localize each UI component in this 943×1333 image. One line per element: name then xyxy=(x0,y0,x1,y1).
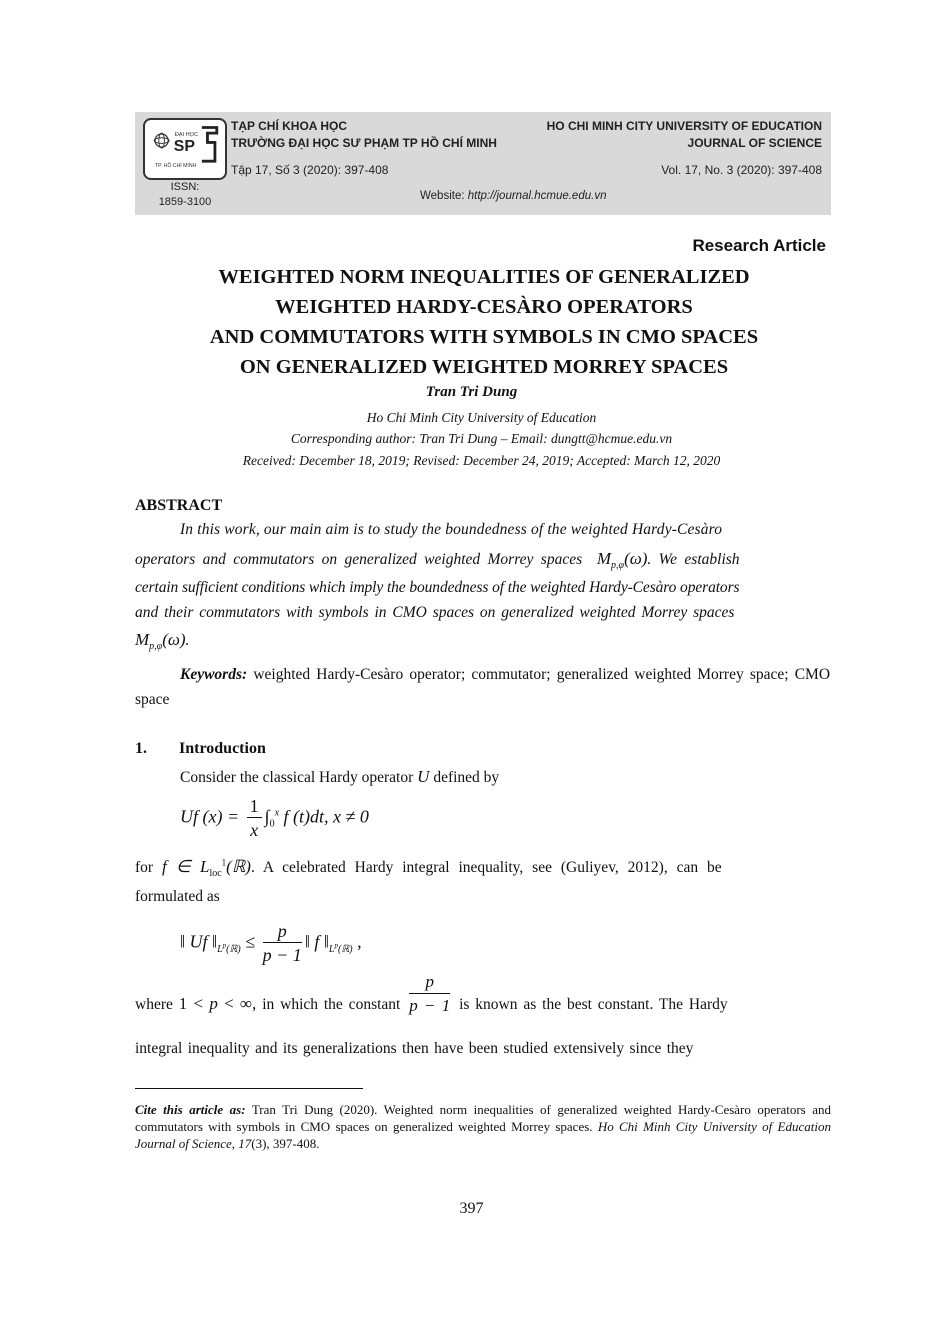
abstract-line-2 xyxy=(135,549,830,571)
page-number: 397 xyxy=(459,1200,484,1217)
p-range-formula: 1 < p < ∞, xyxy=(178,994,257,1014)
abstract-line-2-text: operators and commutators on generalized weighted Morrey spaces xyxy=(135,551,583,568)
issn-value: 1859-3100 xyxy=(158,196,212,208)
intro-line-2 xyxy=(135,857,830,879)
footnote-divider xyxy=(135,1088,363,1089)
website-link[interactable]: http://journal.hcmue.edu.vn xyxy=(467,190,607,202)
en-volume: Vol. 17, No. 3 (2020): 397-408 xyxy=(661,163,822,177)
website xyxy=(420,190,606,202)
sp-logo-icon xyxy=(145,120,225,178)
abstract-line-4: and their commutators with symbols in CMO spaces on generalized weighted Morrey spaces xyxy=(135,604,735,621)
intro-line-3: formulated as xyxy=(135,888,220,905)
en-university-name: HO CHI MINH CITY UNIVERSITY OF EDUCATION xyxy=(546,119,822,133)
citation-label: Cite this article as: xyxy=(135,1102,246,1117)
section-heading xyxy=(135,740,266,758)
vn-volume: Tập 17, Số 3 (2020): 397-408 xyxy=(231,163,389,177)
citation-footnote xyxy=(135,1101,831,1152)
affiliation: Ho Chi Minh City University of Education xyxy=(366,410,597,425)
keywords-label: Keywords: xyxy=(180,666,248,683)
hardy-operator-symbol: U xyxy=(417,767,430,786)
citation-issue: (3), 397-408. xyxy=(251,1136,320,1151)
section-number: 1. xyxy=(135,740,147,757)
corresponding-author: Corresponding author: Tran Tri Dung – Email: dungtt@hcmue.edu.vn xyxy=(290,431,673,446)
journal-header xyxy=(135,112,831,215)
issn-label: ISSN: xyxy=(170,181,200,193)
intro-line-4-mid: in which the constant xyxy=(262,996,401,1014)
function-space-formula: f ∈ $L_{loc}^1(ℝ)$ xyxy=(161,857,251,879)
intro-line-4 xyxy=(135,972,830,1018)
abstract-line-1: In this work, our main aim is to study the boundedness of the weighted Hardy-Cesàro xyxy=(180,521,723,538)
best-constant-fraction: $\frac{p}{p - 1}$ xyxy=(409,972,451,1015)
title-line: AND COMMUTATORS WITH SYMBOLS IN CMO SPACES xyxy=(209,326,759,348)
abstract-heading: ABSTRACT xyxy=(135,497,223,514)
keywords xyxy=(135,662,830,712)
intro-line-5: integral inequality and its generalizations then have been studied extensively since they xyxy=(135,1040,694,1057)
intro-line-4-start: where xyxy=(135,996,173,1014)
logo-mark: SP xyxy=(173,137,195,155)
intro-line-4-end: is known as the best constant. The Hardy xyxy=(459,996,728,1014)
abstract-line-5: $M_{p,\varphi}(\omega)$. xyxy=(135,630,190,652)
citation-journal: Ho Chi Minh City University of Education Journal of Science, 17 xyxy=(135,1119,831,1151)
logo-top-text: ĐẠI HỌC xyxy=(174,131,199,138)
intro-line-1-end: defined by xyxy=(433,769,500,786)
en-journal-name: JOURNAL OF SCIENCE xyxy=(687,136,822,150)
title-line: WEIGHTED NORM INEQUALITIES OF GENERALIZED xyxy=(218,266,750,288)
article-dates: Received: December 18, 2019; Revised: December 24, 2019; Accepted: March 12, 2020 xyxy=(242,453,721,468)
author-name: Tran Tri Dung xyxy=(425,384,518,400)
paper-title xyxy=(100,262,868,382)
morrey-space-formula: $M_{p,\varphi}(\omega)$ xyxy=(596,549,648,571)
title-line: WEIGHTED HARDY-CESÀRO OPERATORS xyxy=(275,296,693,318)
citation-text: Tran Tri Dung (2020). Weighted norm inequalities of generalized weighted Hardy-Cesàro operators and commutators with symbols in CMO spaces on generalized weighted Morrey spaces. xyxy=(135,1102,832,1134)
abstract-line-3: certain sufficient conditions which imply the boundedness of the weighted Hardy-Cesàro operators xyxy=(135,579,740,596)
university-logo xyxy=(143,118,227,180)
article-type: Research Article xyxy=(692,236,826,255)
keywords-text: weighted Hardy-Cesàro operator; commutator; generalized weighted Morrey space; CMO space xyxy=(135,666,831,708)
section-title: Introduction xyxy=(179,740,266,757)
hardy-inequality-equation: ‖ Uf $‖_{L^p(ℝ)}$ ≤ $\frac{p}{p - 1}$ ‖ f $‖_{L^p(ℝ)}$ , xyxy=(180,921,362,965)
intro-line-2-mid: . A celebrated Hardy integral inequality, see (Guliyev, 2012), can be xyxy=(250,859,722,876)
title-line: ON GENERALIZED WEIGHTED MORREY SPACES xyxy=(239,356,729,378)
intro-line-1 xyxy=(180,767,830,787)
hardy-operator-equation: Uf (x) = $\frac{1}{x}$ $\int_0^x$ f (t)dt, x ≠ 0 xyxy=(180,796,369,840)
vn-journal-name: TẠP CHÍ KHOA HỌC xyxy=(231,119,348,133)
issn xyxy=(135,180,235,210)
logo-bottom-text: TP. HỒ CHÍ MINH xyxy=(155,162,197,169)
intro-line-1-text: Consider the classical Hardy operator xyxy=(180,769,414,786)
website-label: Website: xyxy=(420,190,468,202)
morrey-space-formula: $M_{p,\varphi}(\omega)$ xyxy=(135,630,186,652)
intro-line-2-start: for xyxy=(135,859,154,876)
abstract-line-2-end: . We establish xyxy=(647,551,740,568)
vn-university-name: TRƯỜNG ĐẠI HỌC SƯ PHẠM TP HỒ CHÍ MINH xyxy=(231,136,497,150)
